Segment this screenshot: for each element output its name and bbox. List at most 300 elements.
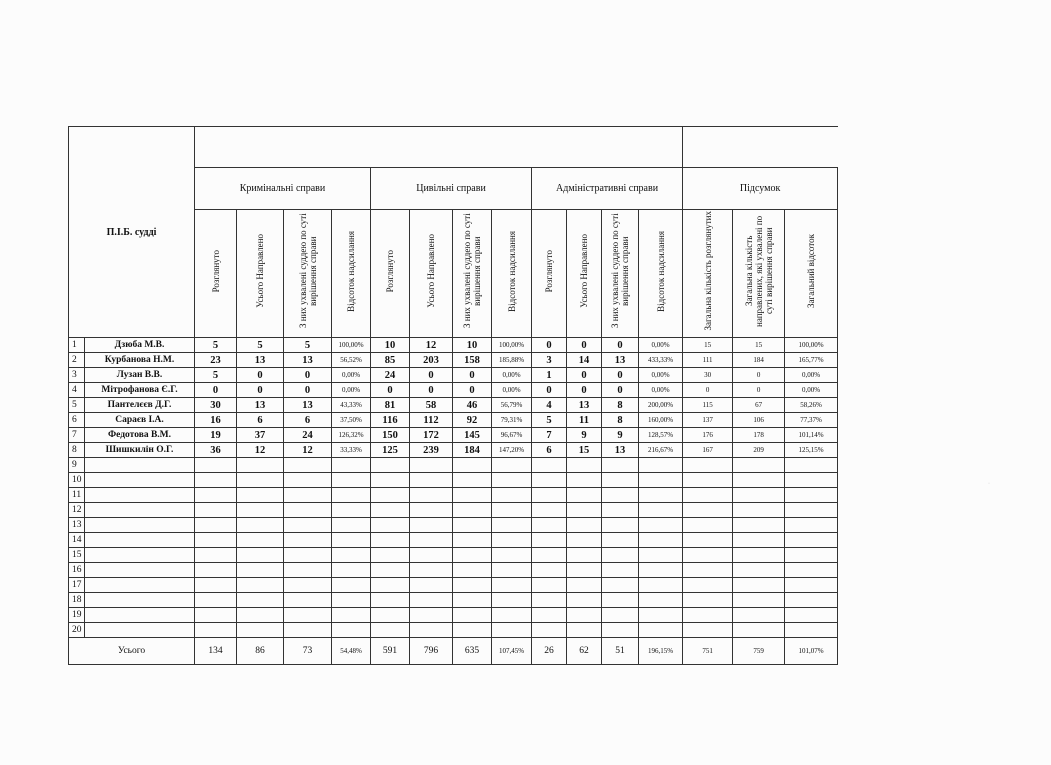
table-cell xyxy=(492,563,532,578)
table-cell xyxy=(410,578,453,593)
table-cell xyxy=(332,503,371,518)
table-cell: 11 xyxy=(567,413,602,428)
table-row xyxy=(69,383,838,398)
table-cell: 46 xyxy=(453,398,492,413)
table-cell xyxy=(453,578,492,593)
table-cell: 37,50% xyxy=(332,413,371,428)
table-cell: 24 xyxy=(284,428,332,443)
table-cell xyxy=(492,533,532,548)
table-cell xyxy=(492,608,532,623)
total-cell: 62 xyxy=(567,638,602,665)
judge-name: Курбанова Н.М. xyxy=(85,353,195,368)
table-cell xyxy=(453,473,492,488)
table-cell: 5 xyxy=(195,368,237,383)
table-cell: 7 xyxy=(532,428,567,443)
table-cell xyxy=(733,608,785,623)
table-cell xyxy=(284,593,332,608)
table-row xyxy=(69,518,838,533)
table-cell xyxy=(195,563,237,578)
table-cell xyxy=(195,593,237,608)
table-cell xyxy=(453,518,492,533)
table-cell: 37 xyxy=(237,428,284,443)
table-cell: 178 xyxy=(733,428,785,443)
table-cell: 92 xyxy=(453,413,492,428)
table-cell: 0 xyxy=(602,383,639,398)
table-cell xyxy=(733,533,785,548)
table-cell: 0 xyxy=(733,383,785,398)
table-cell xyxy=(602,488,639,503)
table-cell xyxy=(532,458,567,473)
table-cell xyxy=(639,623,683,638)
table-cell xyxy=(532,608,567,623)
table-cell xyxy=(284,563,332,578)
table-cell: 0,00% xyxy=(492,368,532,383)
table-cell xyxy=(532,623,567,638)
table-cell: 6 xyxy=(532,443,567,458)
table-cell xyxy=(602,503,639,518)
judge-name xyxy=(85,473,195,488)
total-cell: 635 xyxy=(453,638,492,665)
table-cell xyxy=(453,503,492,518)
table-cell: 10 xyxy=(453,338,492,353)
table-cell: 30 xyxy=(195,398,237,413)
table-cell xyxy=(733,548,785,563)
table-cell: 0 xyxy=(453,383,492,398)
table-cell xyxy=(453,488,492,503)
table-cell: 167 xyxy=(683,443,733,458)
table-cell: 0,00% xyxy=(332,383,371,398)
table-cell xyxy=(785,488,838,503)
table-cell xyxy=(410,458,453,473)
table-cell: 172 xyxy=(410,428,453,443)
table-cell xyxy=(567,503,602,518)
table-cell xyxy=(332,563,371,578)
table-cell xyxy=(733,488,785,503)
subheader-summary-total-reviewed xyxy=(683,210,733,338)
table-cell xyxy=(492,518,532,533)
table-cell xyxy=(371,533,410,548)
total-cell: 101,07% xyxy=(785,638,838,665)
table-cell xyxy=(284,548,332,563)
table-cell xyxy=(237,578,284,593)
table-cell: 79,31% xyxy=(492,413,532,428)
table-cell: 112 xyxy=(410,413,453,428)
table-cell: 3 xyxy=(532,353,567,368)
table-cell xyxy=(602,533,639,548)
table-cell xyxy=(639,473,683,488)
table-cell xyxy=(785,518,838,533)
table-cell xyxy=(332,623,371,638)
row-number: 12 xyxy=(69,503,85,518)
table-cell xyxy=(195,533,237,548)
judge-name xyxy=(85,623,195,638)
table-cell: 126,32% xyxy=(332,428,371,443)
table-cell: 10 xyxy=(371,338,410,353)
table-cell xyxy=(284,473,332,488)
table-cell: 5 xyxy=(237,338,284,353)
subheader-civil-sent-total xyxy=(410,210,453,338)
table-cell: 0 xyxy=(410,368,453,383)
table-cell xyxy=(332,593,371,608)
table-cell: 6 xyxy=(237,413,284,428)
row-number: 7 xyxy=(69,428,85,443)
table-cell: 176 xyxy=(683,428,733,443)
table-cell: 16 xyxy=(195,413,237,428)
total-cell: 86 xyxy=(237,638,284,665)
table-cell xyxy=(532,578,567,593)
subheader-label: Відсоток надсилання xyxy=(655,230,666,312)
table-row xyxy=(69,488,838,503)
table-cell xyxy=(453,608,492,623)
table-cell xyxy=(602,623,639,638)
table-cell xyxy=(410,548,453,563)
table-cell xyxy=(639,578,683,593)
table-cell xyxy=(195,518,237,533)
total-cell: 107,45% xyxy=(492,638,532,665)
total-row xyxy=(69,638,838,665)
subheader-label: З них ухвалені суддею по суті вирішення справи xyxy=(610,213,631,329)
table-cell xyxy=(602,563,639,578)
table-cell: 203 xyxy=(410,353,453,368)
table-cell xyxy=(492,578,532,593)
table-cell xyxy=(371,473,410,488)
table-cell xyxy=(371,623,410,638)
table-cell: 19 xyxy=(195,428,237,443)
subheader-label: Розглянуто xyxy=(544,249,555,293)
table-cell xyxy=(237,458,284,473)
subheader-administrative-sending-percent xyxy=(639,210,683,338)
table-cell xyxy=(410,563,453,578)
table-cell: 101,14% xyxy=(785,428,838,443)
table-cell xyxy=(332,458,371,473)
table-cell xyxy=(371,563,410,578)
table-cell xyxy=(683,518,733,533)
table-cell xyxy=(453,563,492,578)
table-cell: 14 xyxy=(567,353,602,368)
table-cell xyxy=(602,593,639,608)
table-cell: 100,00% xyxy=(492,338,532,353)
table-cell xyxy=(567,488,602,503)
table-cell xyxy=(567,548,602,563)
subheader-criminal-reviewed xyxy=(195,210,237,338)
table-cell xyxy=(453,458,492,473)
subheader-civil-sending-percent xyxy=(492,210,532,338)
table-cell xyxy=(371,548,410,563)
table-cell: 1 xyxy=(532,368,567,383)
table-cell xyxy=(532,518,567,533)
table-cell xyxy=(410,593,453,608)
table-cell xyxy=(532,563,567,578)
table-cell xyxy=(332,518,371,533)
table-cell: 125,15% xyxy=(785,443,838,458)
table-cell: 0 xyxy=(733,368,785,383)
table-cell: 100,00% xyxy=(332,338,371,353)
table-cell xyxy=(284,623,332,638)
table-cell: 0 xyxy=(532,338,567,353)
table-cell xyxy=(492,593,532,608)
subheader-label: Усього Направлено xyxy=(426,234,437,308)
table-cell xyxy=(683,623,733,638)
judge-name: Сараєв І.А. xyxy=(85,413,195,428)
scan-speck: · xyxy=(988,481,990,487)
table-cell: 0 xyxy=(567,338,602,353)
table-cell xyxy=(332,548,371,563)
table-row xyxy=(69,608,838,623)
table-cell xyxy=(683,473,733,488)
judge-name xyxy=(85,488,195,503)
table-row xyxy=(69,398,838,413)
row-number: 19 xyxy=(69,608,85,623)
table-cell: 23 xyxy=(195,353,237,368)
table-cell xyxy=(284,608,332,623)
table-cell: 9 xyxy=(567,428,602,443)
judge-name xyxy=(85,548,195,563)
table-cell: 56,79% xyxy=(492,398,532,413)
total-cell: 796 xyxy=(410,638,453,665)
row-number: 13 xyxy=(69,518,85,533)
table-cell xyxy=(602,458,639,473)
table-cell xyxy=(785,548,838,563)
table-cell xyxy=(683,533,733,548)
table-cell: 160,00% xyxy=(639,413,683,428)
table-cell xyxy=(639,548,683,563)
table-row xyxy=(69,548,838,563)
total-cell: 751 xyxy=(683,638,733,665)
table-cell: 12 xyxy=(284,443,332,458)
row-number: 20 xyxy=(69,623,85,638)
table-cell xyxy=(602,608,639,623)
table-cell: 0,00% xyxy=(332,368,371,383)
row-number: 5 xyxy=(69,398,85,413)
subheader-label: З них ухвалені суддею по суті вирішення справи xyxy=(462,213,483,329)
table-cell xyxy=(733,518,785,533)
table-cell xyxy=(284,518,332,533)
table-cell xyxy=(237,608,284,623)
judge-name xyxy=(85,578,195,593)
table-cell: 137 xyxy=(683,413,733,428)
table-cell: 116 xyxy=(371,413,410,428)
judge-name: Шишкилін О.Г. xyxy=(85,443,195,458)
judge-name: Дзюба М.В. xyxy=(85,338,195,353)
table-row xyxy=(69,368,838,383)
table-cell xyxy=(492,458,532,473)
subheader-civil-decided-on-merits xyxy=(453,210,492,338)
table-cell xyxy=(785,563,838,578)
table-cell: 0,00% xyxy=(639,338,683,353)
table-cell xyxy=(195,473,237,488)
table-cell: 13 xyxy=(602,443,639,458)
subheader-administrative-decided-on-merits xyxy=(602,210,639,338)
table-cell xyxy=(532,473,567,488)
table-cell xyxy=(567,533,602,548)
table-cell: 15 xyxy=(683,338,733,353)
table-cell: 0,00% xyxy=(785,383,838,398)
table-cell: 81 xyxy=(371,398,410,413)
table-cell: 0 xyxy=(284,368,332,383)
table-cell xyxy=(410,533,453,548)
subheader-administrative-reviewed xyxy=(532,210,567,338)
table-cell xyxy=(639,533,683,548)
table-row xyxy=(69,593,838,608)
table-cell xyxy=(683,503,733,518)
table-cell: 5 xyxy=(532,413,567,428)
table-cell xyxy=(639,608,683,623)
table-cell: 0 xyxy=(683,383,733,398)
table-cell: 58,26% xyxy=(785,398,838,413)
row-number: 8 xyxy=(69,443,85,458)
table-cell: 8 xyxy=(602,413,639,428)
row-number: 9 xyxy=(69,458,85,473)
table-cell xyxy=(785,458,838,473)
table-cell xyxy=(195,458,237,473)
table-cell xyxy=(237,518,284,533)
total-label: Усього xyxy=(69,638,195,665)
table-cell: 43,33% xyxy=(332,398,371,413)
table-cell: 115 xyxy=(683,398,733,413)
table-cell: 125 xyxy=(371,443,410,458)
subheader-label: Розглянуто xyxy=(210,249,221,293)
table-cell xyxy=(567,563,602,578)
table-cell: 13 xyxy=(567,398,602,413)
judge-name: Лузан В.В. xyxy=(85,368,195,383)
table-cell xyxy=(410,518,453,533)
table-cell: 0,00% xyxy=(785,368,838,383)
judge-name xyxy=(85,533,195,548)
table-cell: 13 xyxy=(237,353,284,368)
table-cell: 216,67% xyxy=(639,443,683,458)
table-cell: 0,00% xyxy=(492,383,532,398)
row-number: 15 xyxy=(69,548,85,563)
table-cell: 13 xyxy=(284,353,332,368)
table-cell xyxy=(639,488,683,503)
table-cell: 0 xyxy=(567,383,602,398)
table-cell: 5 xyxy=(195,338,237,353)
table-cell: 0 xyxy=(237,368,284,383)
table-cell xyxy=(410,503,453,518)
table-cell xyxy=(332,578,371,593)
table-cell: 8 xyxy=(602,398,639,413)
table-cell: 67 xyxy=(733,398,785,413)
table-cell: 9 xyxy=(602,428,639,443)
total-cell: 196,15% xyxy=(639,638,683,665)
table-cell: 15 xyxy=(733,338,785,353)
table-cell xyxy=(785,593,838,608)
table-cell xyxy=(567,518,602,533)
table-cell xyxy=(785,503,838,518)
table-cell xyxy=(237,548,284,563)
subheader-criminal-decided-on-merits xyxy=(284,210,332,338)
group-summary: Підсумок xyxy=(683,168,838,210)
table-cell xyxy=(602,548,639,563)
subheader-criminal-sending-percent xyxy=(332,210,371,338)
table-row xyxy=(69,533,838,548)
table-cell: 30 xyxy=(683,368,733,383)
table-cell xyxy=(284,578,332,593)
table-row xyxy=(69,338,838,353)
table-cell xyxy=(683,458,733,473)
table-cell xyxy=(785,608,838,623)
table-cell xyxy=(410,473,453,488)
table-cell: 209 xyxy=(733,443,785,458)
table-cell xyxy=(371,593,410,608)
table-cell: 158 xyxy=(453,353,492,368)
table-cell xyxy=(195,578,237,593)
table-cell: 128,57% xyxy=(639,428,683,443)
table-cell: 24 xyxy=(371,368,410,383)
table-cell xyxy=(492,473,532,488)
table-cell: 96,67% xyxy=(492,428,532,443)
table-cell xyxy=(567,578,602,593)
table-cell xyxy=(683,593,733,608)
table-cell xyxy=(532,503,567,518)
subheader-label: Усього Направлено xyxy=(579,234,590,308)
table-cell xyxy=(371,488,410,503)
table-cell xyxy=(602,473,639,488)
row-number: 3 xyxy=(69,368,85,383)
table-cell: 106 xyxy=(733,413,785,428)
subheader-label: Відсоток надсилання xyxy=(506,230,517,312)
table-cell xyxy=(532,548,567,563)
header-blank-top xyxy=(195,127,683,168)
judge-name xyxy=(85,593,195,608)
table-cell: 0 xyxy=(371,383,410,398)
table-cell: 150 xyxy=(371,428,410,443)
table-cell xyxy=(733,503,785,518)
table-cell xyxy=(532,488,567,503)
table-cell: 5 xyxy=(284,338,332,353)
table-cell xyxy=(195,623,237,638)
table-row xyxy=(69,563,838,578)
table-cell xyxy=(453,593,492,608)
table-cell xyxy=(602,518,639,533)
table-cell: 56,52% xyxy=(332,353,371,368)
table-cell xyxy=(639,593,683,608)
table-cell xyxy=(567,458,602,473)
table-cell: 12 xyxy=(237,443,284,458)
table-cell: 0 xyxy=(602,368,639,383)
table-cell xyxy=(733,623,785,638)
table-cell: 0 xyxy=(453,368,492,383)
table-cell xyxy=(683,563,733,578)
table-cell xyxy=(237,533,284,548)
total-cell: 134 xyxy=(195,638,237,665)
table-cell: 77,37% xyxy=(785,413,838,428)
row-number: 14 xyxy=(69,533,85,548)
table-cell xyxy=(237,503,284,518)
table-cell xyxy=(492,623,532,638)
judges-report-table xyxy=(68,126,838,665)
table-cell xyxy=(733,593,785,608)
table-cell xyxy=(371,608,410,623)
table-cell xyxy=(733,473,785,488)
table-cell xyxy=(237,473,284,488)
total-cell: 51 xyxy=(602,638,639,665)
judge-name xyxy=(85,518,195,533)
table-cell xyxy=(567,623,602,638)
judge-name: Мітрофанова Є.Г. xyxy=(85,383,195,398)
table-cell: 58 xyxy=(410,398,453,413)
subheader-label: Загальна кількість направлених, які ухвалені по суті вирішення справи xyxy=(743,215,774,327)
table-cell: 85 xyxy=(371,353,410,368)
table-row xyxy=(69,353,838,368)
table-row xyxy=(69,458,838,473)
judge-name xyxy=(85,608,195,623)
judge-name xyxy=(85,458,195,473)
table-cell: 0 xyxy=(410,383,453,398)
table-cell xyxy=(237,563,284,578)
table-cell xyxy=(567,593,602,608)
row-number: 10 xyxy=(69,473,85,488)
